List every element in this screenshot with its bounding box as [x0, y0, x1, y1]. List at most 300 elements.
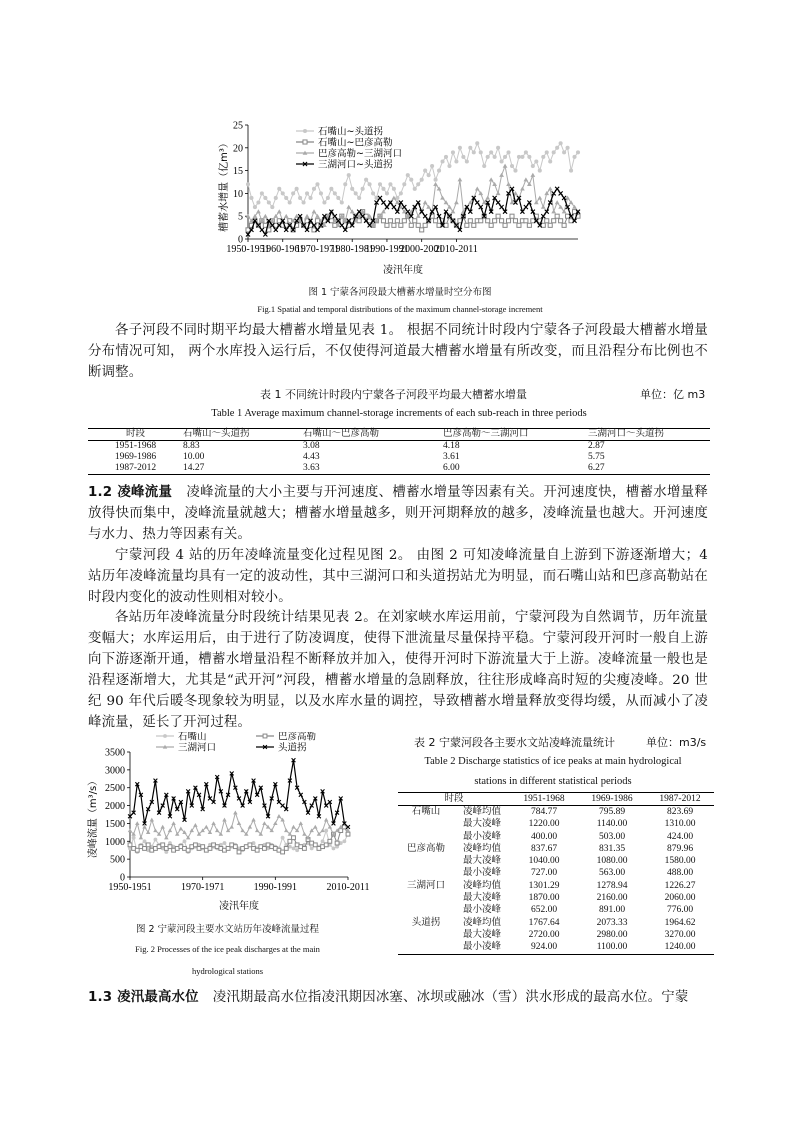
data-point: [510, 214, 514, 218]
data-point: [270, 205, 274, 209]
data-point: [361, 187, 365, 191]
data-point: [434, 219, 438, 223]
data-point: [420, 178, 424, 182]
table1-header-cell: 石嘴山～巴彦高勒: [303, 429, 443, 441]
data-point: [513, 219, 517, 223]
table2-cell: 784.77: [530, 807, 558, 817]
data-point: [472, 223, 476, 227]
data-point: [364, 178, 368, 182]
data-point: [552, 150, 556, 154]
y-tick-label: 500: [110, 854, 125, 866]
table2-cell: 831.35: [598, 843, 626, 854]
data-point: [281, 836, 285, 840]
table2-cell: 1301.29: [528, 880, 560, 891]
table1-title-en: Table 1 Average maximum channel-storage increments of each sub-reach in three periods: [211, 408, 587, 419]
data-point: [332, 847, 336, 851]
table2-cell: [398, 904, 454, 916]
data-point: [328, 839, 332, 843]
data-point: [274, 228, 278, 232]
table1-cell: 1987-2012: [88, 463, 183, 475]
data-point: [468, 219, 472, 223]
data-point: [406, 210, 410, 214]
fig2-series: [128, 758, 350, 854]
table1-cell: 4.18: [443, 441, 460, 451]
data-point: [454, 200, 459, 204]
section-1-3-first-paragraph: [88, 987, 708, 1008]
x-tick-label: 1950-1951: [226, 244, 270, 255]
data-point: [485, 196, 490, 200]
data-point: [291, 825, 295, 829]
data-point: [524, 177, 529, 181]
data-point: [132, 836, 136, 840]
y-tick-label: 3500: [105, 747, 125, 759]
data-point: [537, 196, 542, 200]
data-point: [299, 821, 303, 825]
data-point: [444, 155, 448, 159]
table2-cell: 400.00: [530, 831, 558, 842]
table1-cell: 3.63: [303, 463, 443, 475]
data-point: [433, 182, 438, 186]
table2-header-row: [398, 793, 714, 806]
table2-cell: [398, 867, 454, 879]
data-point: [183, 839, 187, 843]
data-point: [342, 839, 346, 843]
data-point: [388, 219, 392, 223]
table-row: [398, 855, 714, 867]
fig1-series: [246, 141, 581, 236]
table2-title-en-line2: stations in different statistical periods: [474, 776, 632, 787]
x-tick-label: 2010-2011: [326, 882, 370, 893]
data-point: [500, 205, 504, 209]
table1-cell: 10.00: [183, 452, 205, 462]
data-point: [562, 150, 566, 154]
y-tick-label: 1500: [105, 818, 125, 830]
y-tick-label: 25: [233, 120, 243, 132]
table2-cell: 2160.00: [596, 893, 628, 904]
data-point: [354, 191, 358, 195]
data-point: [171, 821, 175, 825]
section-1-2-paragraph-2: 宁蒙河段 4 站的历年凌峰流量变化过程见图 2。 由图 2 可知凌峰流量自上游到下游逐渐增大；4 站历年凌峰流量均具有一定的波动性，其中三湖河口和头道拐站尤为明显，而石嘴山站和巴彦高勒站在时段内变化的波动性则相对较小。: [88, 548, 708, 605]
table2-cell: 最小凌峰: [454, 941, 510, 954]
table1-cell: 2.87: [588, 441, 605, 451]
table2-cell: [398, 818, 454, 830]
data-point: [423, 223, 427, 227]
y-tick-label: 15: [233, 166, 243, 178]
data-point: [215, 828, 219, 832]
data-point: [248, 825, 252, 829]
data-point: [313, 825, 317, 829]
data-point: [299, 793, 303, 797]
data-point: [253, 205, 257, 209]
data-point: [233, 810, 237, 814]
data-point: [160, 825, 164, 829]
data-point: [461, 155, 465, 159]
paragraph-table1-intro: 各子河段不同时期平均最大槽蓄水增量见表 1。 根据不同统计时段内宁蒙各子河段最大槽蓄水增量分布情况可知， 两个水库投入运行后，不仅使得河道最大槽蓄水增量有所改变，而且沿程分布比例也不断调整。: [88, 323, 708, 380]
table2-cell: [398, 892, 454, 904]
table2-cell: 795.89: [598, 807, 626, 817]
data-point: [193, 823, 197, 827]
data-point: [472, 150, 476, 154]
x-tick-label: 1980-1981: [330, 244, 374, 255]
data-point: [295, 187, 299, 191]
data-point: [506, 150, 510, 154]
table2-cell: 503.00: [598, 831, 626, 842]
table1-header-cell: 时段: [88, 429, 183, 441]
table2-cell: 1140.00: [596, 819, 628, 830]
data-point: [524, 219, 528, 223]
data-point: [506, 182, 511, 186]
fig2-xlabel: 凌汛年度: [219, 901, 259, 912]
data-point: [458, 177, 463, 181]
table2-cell: 563.00: [598, 868, 626, 879]
data-point: [381, 200, 385, 204]
data-point: [566, 146, 570, 150]
table2-cell: 2980.00: [596, 929, 628, 940]
data-point: [423, 169, 427, 173]
data-point: [347, 173, 351, 177]
table1-header-cell: 巴彦高勒～三湖河口: [443, 429, 588, 441]
data-point: [392, 205, 396, 209]
data-point: [402, 182, 406, 186]
data-point: [291, 191, 295, 195]
data-point: [486, 155, 490, 159]
x-tick-label: 1990-1991: [253, 882, 298, 893]
figure-1-chart: [218, 115, 588, 280]
data-point: [288, 200, 292, 204]
data-point: [388, 182, 392, 186]
data-point: [277, 187, 281, 191]
table1-title-cn: 表 1 不同统计时段内宁蒙各子河段平均最大槽蓄水增量: [260, 388, 527, 401]
table1-cell: 14.27: [183, 463, 303, 475]
table2-cell: 最大凌峰: [462, 819, 501, 830]
data-point: [340, 223, 344, 227]
data-point: [493, 219, 497, 223]
section-1-2-paragraph-3: 各站历年凌峰流量分时段统计结果见表 2。在刘家峡水库运用前，宁蒙河段为自然调节，历年流量变幅大；水库运用后，由于进行了防凌调度，使得下泄流量尽量保持平稳。宁蒙河段开河时一般自上游向下游逐渐开通，槽蓄水增量沿程不断释放并加入，使得开河时下游流量大于上游。凌峰流量一般也是沿程逐渐增大，尤其是“武开河”河段，槽蓄水增量的急剧释放，往往形成峰高时短的尖瘦凌峰。20 世纪 90 年代后暖冬现象较为明显，以及水库水量的调控，导致槽蓄水增量释放变得均缓，从而减小了凌峰流量，延长了开河过程。: [88, 610, 708, 730]
data-point: [541, 155, 545, 159]
data-point: [559, 191, 563, 195]
data-point: [402, 219, 406, 223]
data-point: [368, 182, 372, 186]
x-tick-label: 2010-2011: [434, 244, 478, 255]
series-line: [130, 760, 348, 827]
data-point: [223, 841, 227, 845]
table2-cell: 1080.00: [596, 856, 628, 867]
legend-label: 巴彦高勒: [278, 732, 317, 743]
data-point: [284, 214, 289, 218]
table2-cell: 727.00: [530, 868, 558, 879]
table-row: [398, 880, 714, 892]
data-point: [262, 821, 266, 825]
table2-header-cell: 时段: [398, 793, 510, 806]
data-point: [150, 818, 154, 822]
table2-cell: 凌峰均值: [462, 843, 501, 854]
data-point: [486, 219, 490, 223]
data-point: [255, 828, 259, 832]
table-row: [398, 806, 714, 819]
data-point: [430, 164, 434, 168]
table1-header-row: [88, 429, 710, 441]
legend-label: 石嘴山~巴彦高勒: [318, 137, 393, 149]
data-point: [406, 173, 410, 177]
data-point: [496, 146, 500, 150]
table2-cell: 巴彦高勒: [406, 843, 445, 854]
x-tick-label: 1960-1961: [261, 244, 305, 255]
figure-2-chart: [86, 732, 370, 917]
fig2-legend: [156, 732, 317, 754]
data-point: [413, 187, 417, 191]
y-tick-label: 3000: [105, 765, 125, 777]
fig1-xlabel: 凌汛年度: [383, 265, 423, 276]
data-point: [292, 836, 296, 840]
data-point: [559, 219, 563, 223]
data-point: [277, 814, 281, 818]
data-point: [503, 155, 507, 159]
table1-header-cell: 三湖河口～头道拐: [588, 429, 710, 441]
table2-body: [398, 806, 714, 955]
data-point: [395, 219, 399, 223]
table1-cell: 3.08: [303, 441, 320, 451]
data-point: [305, 191, 309, 195]
data-point: [346, 205, 351, 209]
x-tick-label: 1970-1971: [180, 882, 225, 893]
table2-cell: 823.69: [666, 807, 694, 817]
table1-cell: 4.43: [303, 452, 320, 462]
table-row: [398, 917, 714, 929]
data-point: [163, 734, 167, 738]
data-point: [416, 223, 420, 227]
y-tick-label: 2500: [105, 783, 125, 795]
data-point: [423, 214, 427, 218]
table2-cell: 1964.62: [664, 917, 696, 928]
table-row: [398, 831, 714, 843]
data-point: [545, 150, 549, 154]
table2-cell: [398, 941, 454, 954]
data-point: [263, 214, 268, 218]
data-point: [322, 200, 326, 204]
legend-label: 石嘴山: [178, 732, 207, 743]
data-point: [274, 196, 278, 200]
data-point: [482, 164, 486, 168]
data-point: [246, 182, 250, 186]
table2-cell: 1220.00: [528, 819, 560, 830]
data-point: [545, 219, 549, 223]
data-point: [409, 223, 413, 227]
table2-cell: 879.96: [666, 843, 694, 854]
table1-cell: 8.83: [183, 441, 200, 451]
data-point: [555, 187, 559, 191]
table-row: [88, 441, 710, 453]
data-point: [308, 196, 312, 200]
data-point: [493, 155, 497, 159]
table2-cell: 头道拐: [411, 917, 441, 928]
table2-cell: 488.00: [666, 868, 694, 879]
legend-label: 巴彦高勒~三湖河口: [318, 148, 402, 160]
table2-title-cn: 表 2 宁蒙河段各主要水文站凌峰流量统计: [414, 736, 615, 749]
table2-cell: 2060.00: [664, 893, 696, 904]
data-point: [465, 159, 469, 163]
data-point: [284, 828, 288, 832]
table2-cell: 三湖河口: [406, 880, 445, 891]
data-point: [222, 818, 226, 822]
data-point: [237, 821, 241, 825]
data-point: [423, 200, 428, 204]
table2-cell: 最大凌峰: [462, 856, 501, 867]
y-tick-label: 20: [233, 143, 243, 155]
table2-cell: 891.00: [598, 905, 626, 916]
data-point: [385, 223, 389, 227]
data-point: [240, 828, 244, 832]
table2-cell: 1040.00: [528, 856, 560, 867]
table2-cell: 1580.00: [664, 856, 696, 867]
data-point: [548, 159, 552, 163]
table2-cell: 最大凌峰: [462, 929, 501, 940]
table-row: [398, 892, 714, 904]
data-point: [128, 828, 132, 832]
data-point: [139, 835, 143, 839]
table1-unit: 单位：亿 m3: [640, 388, 706, 401]
data-point: [489, 177, 494, 181]
table2-cell: 石嘴山: [411, 807, 441, 817]
table-row: [88, 463, 710, 475]
fig1-legend: [296, 126, 402, 171]
table2-cell: 1240.00: [646, 941, 714, 954]
data-point: [559, 141, 563, 145]
data-point: [499, 173, 504, 177]
data-point: [500, 219, 504, 223]
data-point: [340, 200, 344, 204]
data-point: [305, 214, 310, 218]
data-point: [555, 146, 559, 150]
data-point: [451, 150, 455, 154]
data-point: [312, 187, 316, 191]
data-point: [284, 196, 288, 200]
table2-cell: 1278.94: [596, 880, 628, 891]
data-point: [475, 200, 479, 204]
table-row: [398, 941, 714, 954]
data-point: [489, 150, 493, 154]
data-point: [510, 164, 514, 168]
data-point: [475, 186, 480, 190]
data-point: [378, 196, 382, 200]
x-tick-label: 1970-1971: [295, 244, 340, 255]
data-point: [475, 141, 479, 145]
table2-header-cell: 1951-1968: [510, 793, 578, 806]
table2-cell: 1100.00: [578, 941, 646, 954]
data-point: [527, 155, 531, 159]
data-point: [229, 825, 233, 829]
data-point: [413, 219, 417, 223]
section-1-3-text: 凌汛期最高水位指凌汛期因冰塞、冰坝或融冰（雪）洪水形成的最高水位。宁蒙: [212, 990, 689, 1005]
data-point: [500, 159, 504, 163]
data-point: [562, 223, 566, 227]
legend-label: 头道拐: [278, 742, 307, 754]
data-point: [164, 835, 168, 839]
data-point: [479, 150, 483, 154]
data-point: [378, 182, 382, 186]
data-point: [416, 182, 420, 186]
table-row: [398, 904, 714, 916]
data-point: [346, 832, 350, 836]
data-point: [328, 825, 332, 829]
table2-cell: 1870.00: [528, 893, 560, 904]
data-point: [434, 178, 438, 182]
data-point: [211, 821, 215, 825]
table2-cell: 2073.33: [596, 917, 628, 928]
table2-unit: 单位：m3/s: [646, 736, 707, 749]
data-point: [524, 150, 528, 154]
data-point: [350, 187, 354, 191]
table2-cell: 最大凌峰: [462, 893, 501, 904]
data-point: [465, 223, 469, 227]
data-point: [273, 821, 277, 825]
data-point: [154, 838, 158, 842]
data-point: [520, 186, 525, 190]
table2-cell: 最小凌峰: [462, 831, 501, 842]
data-point: [392, 187, 396, 191]
data-point: [402, 205, 406, 209]
data-point: [454, 159, 458, 163]
legend-label: 石嘴山~头道拐: [318, 126, 383, 138]
data-point: [357, 196, 361, 200]
table2-cell: [398, 855, 454, 867]
table2-cell: 837.67: [530, 843, 558, 854]
data-point: [146, 843, 150, 847]
table2: [398, 792, 714, 955]
data-point: [256, 200, 260, 204]
table2-cell: 最小凌峰: [462, 905, 501, 916]
data-point: [204, 825, 208, 829]
data-point: [506, 219, 510, 223]
data-point: [437, 169, 441, 173]
data-point: [541, 205, 546, 209]
data-point: [284, 847, 288, 851]
data-point: [320, 828, 324, 832]
fig1-ylabel: 槽蓄水增量（亿m³）: [219, 138, 230, 232]
data-point: [381, 187, 385, 191]
table1-cell: 5.75: [588, 452, 605, 462]
x-tick-label: 1950-1951: [108, 882, 152, 893]
data-point: [179, 827, 183, 831]
table2-cell: 652.00: [530, 905, 558, 916]
data-point: [496, 214, 500, 218]
data-point: [513, 169, 517, 173]
data-point: [267, 200, 271, 204]
data-point: [520, 155, 524, 159]
data-point: [440, 196, 445, 200]
section-1-3-heading: 1.3 凌汛最高水位: [88, 990, 199, 1005]
y-tick-label: 10: [233, 188, 243, 200]
data-point: [517, 155, 521, 159]
data-point: [153, 828, 157, 832]
data-point: [538, 169, 542, 173]
table2-cell: 凌峰均值: [462, 807, 501, 817]
data-point: [447, 164, 451, 168]
data-point: [555, 200, 560, 204]
table1-cell: 6.27: [588, 463, 710, 475]
table-row: [398, 929, 714, 941]
data-point: [256, 209, 261, 213]
data-point: [329, 187, 333, 191]
data-point: [399, 191, 403, 195]
data-point: [399, 223, 403, 227]
table2-cell: [398, 929, 454, 941]
data-point: [530, 173, 535, 177]
data-point: [281, 804, 285, 808]
fig1-caption-en: Fig.1 Spatial and temporal distributions of the maximum channel-storage increment: [257, 304, 543, 314]
table1-header-cell: 石嘴山～头道拐: [183, 429, 303, 441]
data-point: [420, 228, 424, 232]
data-point: [489, 223, 493, 227]
